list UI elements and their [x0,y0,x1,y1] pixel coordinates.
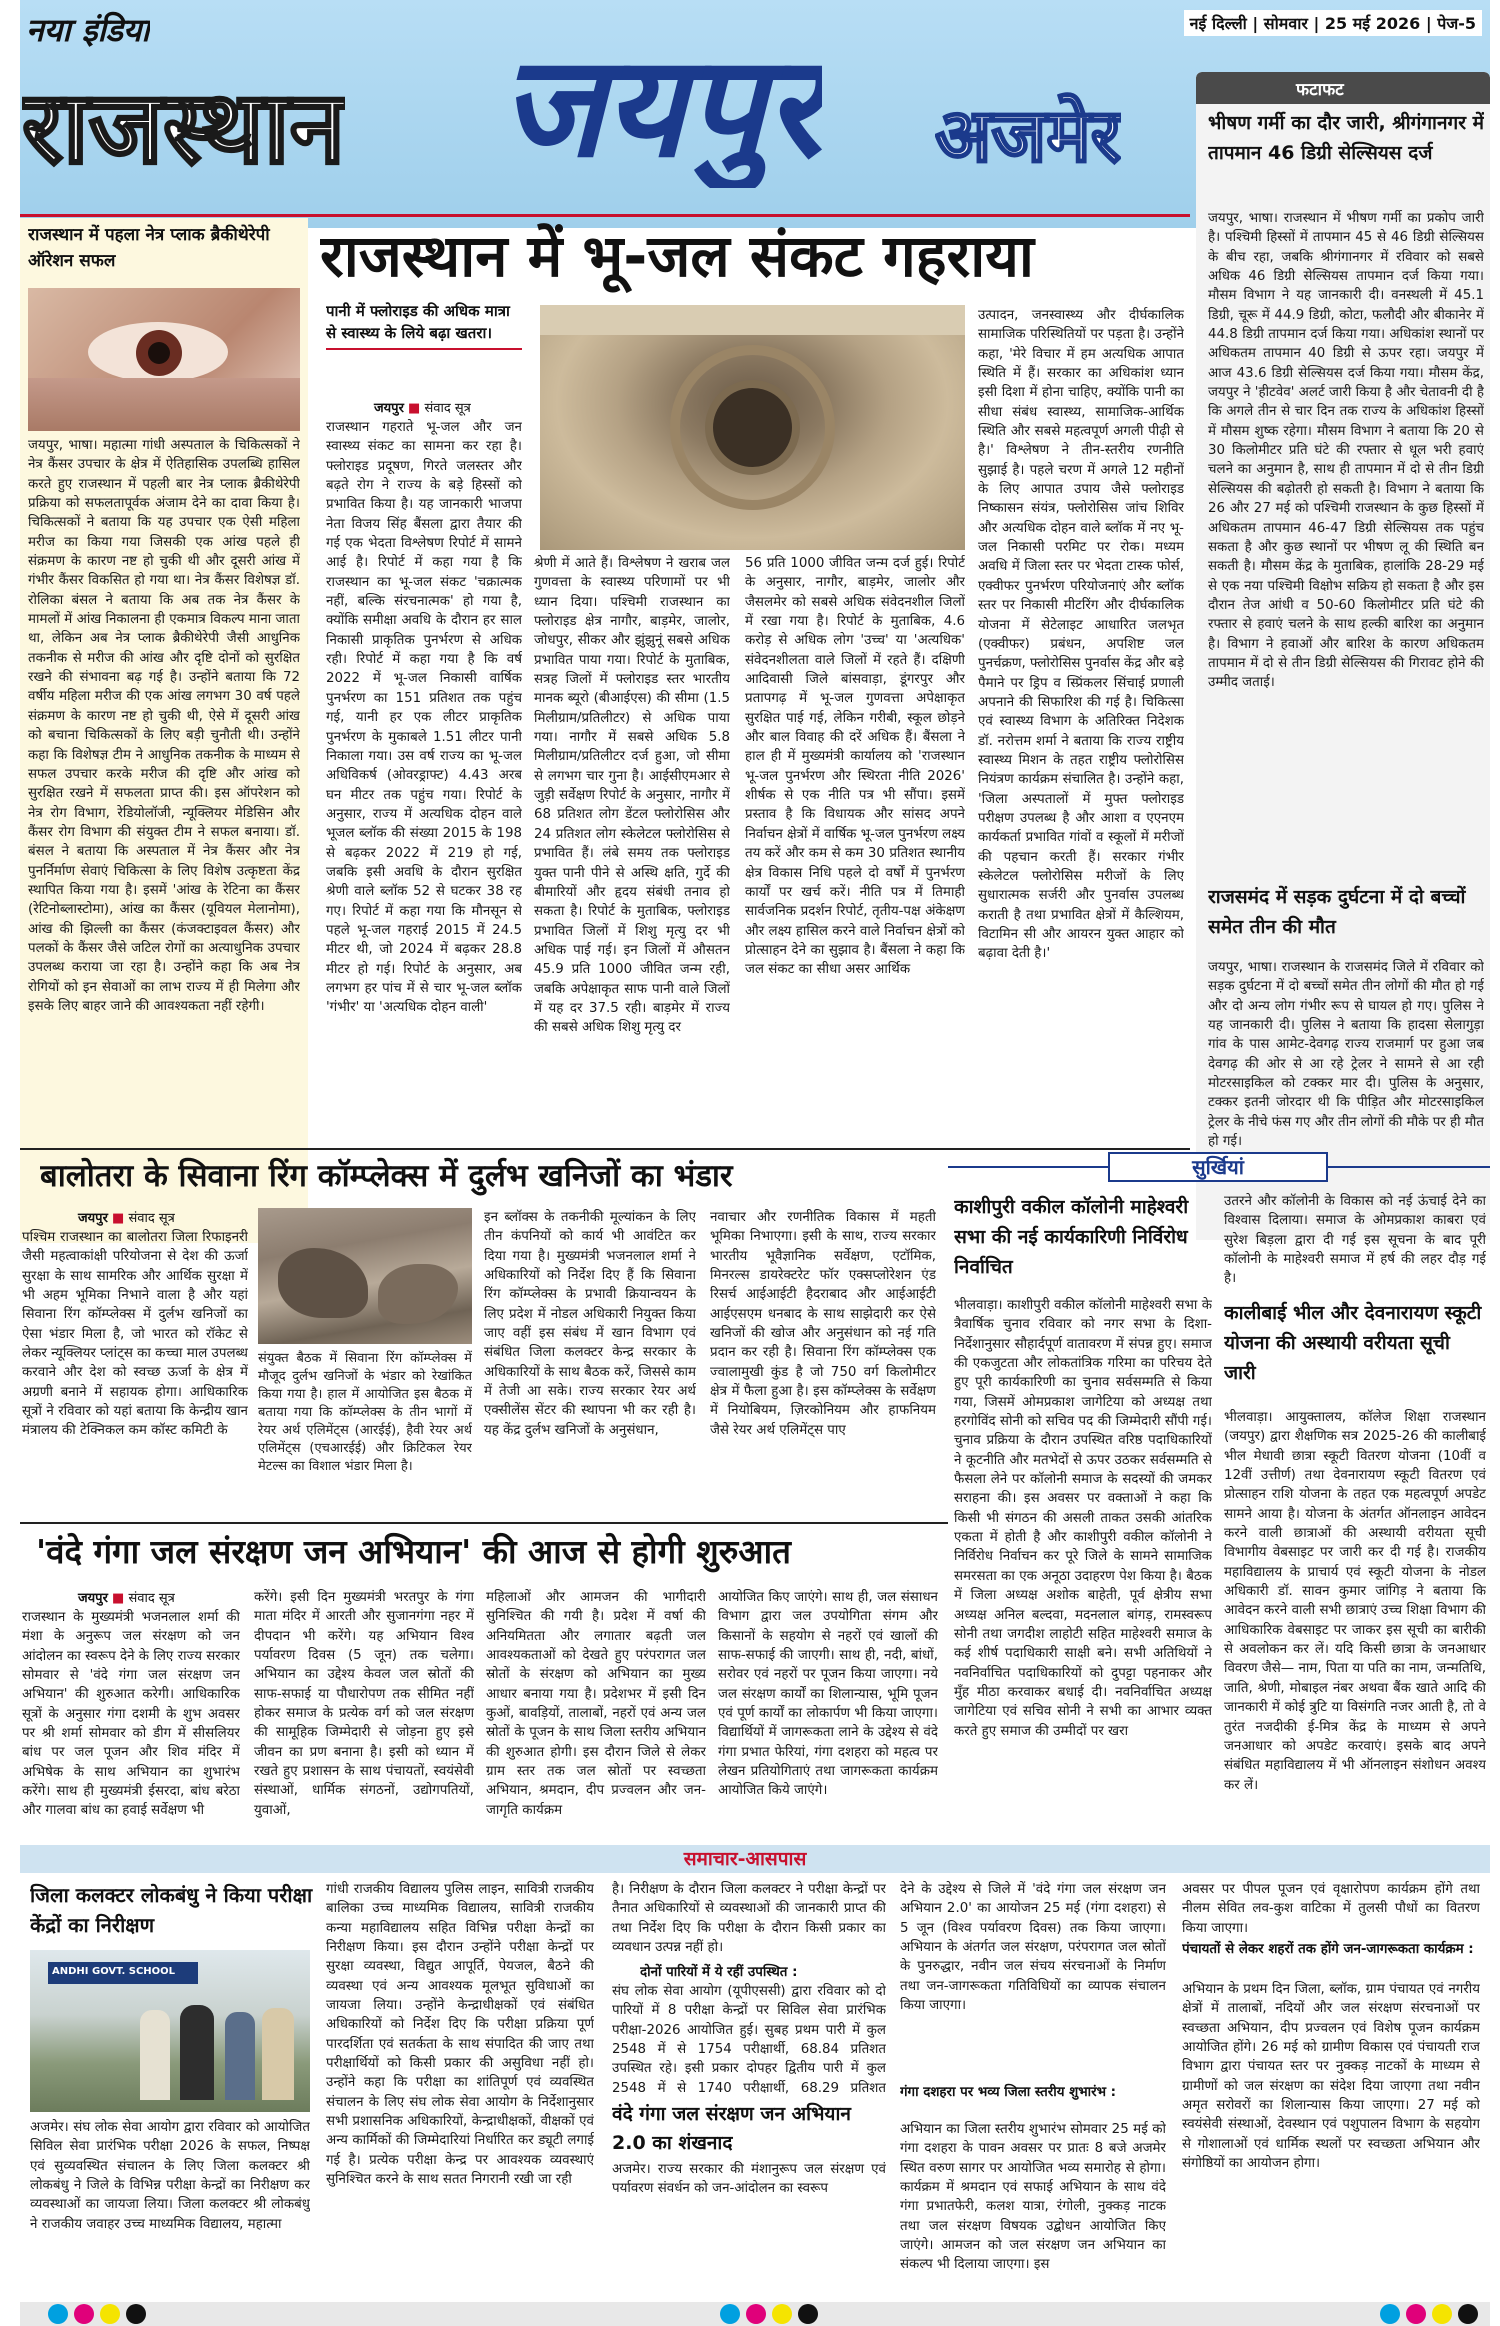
ganga-col2: करेंगे। इसी दिन मुख्यमंत्री भरतपुर के गंगा माता मंदिर में आरती और सुजानगंगा नहर में दीपदान भी करेंगे। यह अभियान विश्व पर्यावरण दिवस (5 जून) तक चलेगा। अभियान का उद्देश्य केवल जल स्रोतों की साफ-सफाई या पौधारोपण तक सीमित नहीं होकर समाज के प्रत्येक वर्ग को जल संरक्षण की सामूहिक जिम्मेदारी से जोड़ना हुए इसे जीवन का प्रण बनाना है। इसी को ध्यान में रखते हुए प्रशासन के साथ पंचायतों, स्वयंसेवी संस्थाओं, धार्मिक संगठनों, उद्योगपतियों, युवाओं, [254,1590,474,1818]
rule-1 [20,1148,1190,1150]
lead-headline: राजस्थान में भू-जल संकट गहराया [320,222,1034,290]
siwana-caption: संयुक्त बैठक में सिवाना रिंग कॉम्प्लेक्स में मौजूद दुर्लभ खनिजों के भंडार को रेखांकित किया गया है। हाल में आयोजित इस बैठक में बताया गया कि कॉम्प्लेक्स के तीन भागों में रेयर अर्थ एलिमेंट्स (आरईई), हैवी रेयर अर्थ एलिमेंट्स (एचआरईई) और क्रिटिकल रेयर मेटल्स का विशाल भंडार मिला है। [258,1351,472,1474]
ganga-headline: 'वंदे गंगा जल संरक्षण जन अभियान' की आज से होगी शुरुआत [36,1532,791,1571]
kashi-cont: उतरने और कॉलोनी के विकास को नई ऊंचाई देने का विश्वास दिलाया। समाज के ओमप्रकाश काबरा एवं सुरेश बिड़ला द्वारा दी गई इस सूचना के बाद पूरी कॉलोनी के माहेश्वरी समाज में हर्ष की लहर दौड़ गई है। [1224,1194,1486,1287]
vande-body4: अवसर पर पीपल पूजन एवं वृक्षारोपण कार्यक्रम होंगे तथा नीलम सेवित लव-कुश वाटिका में तुलसी पौधों का वितरण किया जाएगा। [1182,1882,1480,1936]
ganga-col4: आयोजित किए जाएंगे। साथ ही, जल संसाधन विभाग द्वारा जल उपयोगिता संगम और किसानों के सहयोग से नहरों एवं खालों की साफ-सफाई की जाएगी। साथ ही, नदी, बांधों, सरोवर एवं नहरों पर पूजन किया जाएगा। नये जल संरक्षण कार्यों का शिलान्यास, भूमि पूजन एवं पूर्ण कार्यों का लोकार्पण भी किया जाएगा। विद्यार्थियों में जागरूकता लाने के उद्देश्य से वंदे गंगा प्रभात फेरियां, गंगा दशहरा को महत्व पर लेखन प्रतियोगिताएं तथा जागरूकता कार्यक्रम आयोजित किये जाएंगे। [718,1590,938,1799]
dateline: नई दिल्ली | सोमवार | 25 मई 2026 | पेज-5 [1184,10,1482,36]
vande-body2: देने के उद्देश्य से जिले में 'वंदे गंगा जल संरक्षण जन अभियान 2.0' का आयोजन 25 मई (गंगा दशहरा) से 5 जून (विश्व पर्यावरण दिवस) तक किया जाएगा। अभियान के अंतर्गत जल संरक्षण, परंपरागत जल स्रोतों के पुनरुद्धार, नवीन जल संचय संरचनाओं के निर्माण तथा जन-जागरूकता गतिविधियों का व्यापक संचालन किया जाएगा। [900,1882,1166,2014]
surkhiyan-box [948,1152,1490,1842]
vande-subhead: गंगा दशहरा पर भव्य जिला स्तरीय शुभारंभ : [900,2085,1117,2100]
exam-subhead: दोनों पारियों में ये रहीं उपस्थित : [640,1965,798,1980]
fatafat-headline: भीषण गर्मी का दौर जारी, श्रीगंगानगर में तापमान 46 डिग्री सेल्सियस दर्ज [1208,112,1484,164]
reg-dot-magenta [1406,2304,1426,2324]
ganga-byline-place: जयपुर [78,1591,108,1606]
reg-dot-yellow [1432,2304,1452,2324]
lead-col4: उत्पादन, जनस्वास्थ्य और दीर्घकालिक सामाजिक परिस्थितियों पर पड़ता है। उन्होंने कहा, 'मेरे विचार में हम अत्यधिक आपात स्थिति में हैं। सरकार का अधिकांश ध्यान इसी दिशा में होना चाहिए, क्योंकि पानी का सीधा संबंध स्वास्थ्य, सामाजिक-आर्थिक स्थिति और सबसे महत्वपूर्ण अगली पीढ़ी से है।' विश्लेषण ने तीन-स्तरीय रणनीति सुझाई है। पहले चरण में अगले 12 महीनों के लिए आपात उपाय जैसे फ्लोराइड निष्कासन संयंत्र, फ्लोरोसिस जांच शिविर और अत्यधिक दोहन वाले ब्लॉक में नए भू-जल निकासी परमिट पर रोक। मध्यम अवधि में जिला स्तर पर भेदता टास्क फोर्स, एक्वीफर पुनर्भरण परियोजनाएं और ब्लॉक स्तर पर निकासी मीटरिंग और दीर्घकालिक योजना में सेटेलाइट आधारित जलभृत (एक्वीफर) प्रबंधन, अपशिष्ट जल पुनर्चक्रण, फ्लोरोसिस पुनर्वास केंद्र और बड़े पैमाने पर ड्रिप व स्प्रिंकलर सिंचाई प्रणाली अपनाने की सिफारिश की गई है। चिकित्सा एवं स्वास्थ्य विभाग के अतिरिक्त निदेशक डॉ. नरोत्तम शर्मा ने बताया कि राज्य राष्ट्रीय स्वास्थ्य मिशन के तहत राष्ट्रीय फ्लोरोसिस नियंत्रण कार्यक्रम संचालित है। उन्होंने कहा, 'जिला अस्पतालों में मुफ्त फ्लोराइड परीक्षण उपलब्ध है और आशा व एएनएम कार्यकर्ता प्रभावित गांवों व स्कूलों में मरीजों की पहचान करती हैं। सरकार गंभीर स्केलेटल फ्लोरोसिस मरीजों के लिए सुधारात्मक सर्जरी और पुनर्वास उपलब्ध कराती है तथा प्रभावित क्षेत्रों में कैल्शियम, विटामिन सी और आयरन युक्त आहार को बढ़ावा देती है।' [978,308,1184,962]
reg-dot-cyan [1380,2304,1400,2324]
surkhiyan-rule-r [1328,1166,1490,1168]
reg-dot-black [798,2304,818,2324]
ganga-col3: महिलाओं और आमजन की भागीदारी सुनिश्चित की गयी है। प्रदेश में वर्षा की अनियमितता और लगातार बढ़ती जल आवश्यकताओं को देखते हुए परंपरागत जल स्रोतों के संरक्षण को अभियान का मुख्य आधार बनाया गया है। प्रदेशभर में इसी दिन कुओं, बावड़ियों, तालाबों, नहरों एवं अन्य जल स्रोतों के पूजन के साथ जिला स्तरीय अभियान की शुरुआत होगी। इस दौरान जिले से लेकर ग्राम स्तर तक जल स्रोतों पर स्वच्छता अभियान, श्रमदान, दीप प्रज्वलन और जन-जागृति कार्यक्रम [486,1590,706,1818]
aaspas-label: समाचार-आसपास [683,1848,807,1870]
ganga-agency: संवाद सूत्र [128,1591,175,1606]
lead-deck: पानी में फ्लोराइड की अधिक मात्रा से स्वास्थ्य के लिये बढ़ा खतरा। [326,300,522,350]
eye-story [20,218,308,1243]
kashi-headline: काशीपुरी वकील कॉलोनी माहेश्वरी सभा की नई कार्यकारिणी निर्विरोध निर्वाचित [954,1196,1189,1278]
city-title: जयपुर [500,28,822,188]
city-subtitle: अजमेर [935,93,1121,179]
fatafat-body: जयपुर, भाषा। राजस्थान में भीषण गर्मी का प्रकोप जारी है। पश्चिमी हिस्सों में तापमान 45 से 46 डिग्री सेल्सियस के बीच रहा, जबकि श्रीगंगानगर में रविवार को सबसे अधिक 46 डिग्री सेल्सियस तापमान दर्ज किया गया। मौसम विभाग ने यह जानकारी दी। वनस्थली में 45.1 डिग्री, चूरू में 44.9 डिग्री, कोटा, फलौदी और बीकानेर में 44.8 डिग्री तापमान दर्ज किया गया। अधिकांश स्थानों पर अधिकतम तापमान 40 डिग्री से ऊपर रहा। जयपुर में आज 43.6 डिग्री सेल्सियस दर्ज किया गया। मौसम केंद्र, जयपुर ने 'हीटवेव' अलर्ट जारी किया है और चेतावनी दी है कि अगले तीन से चार दिन तक राज्य के अधिकांश हिस्सों में मौसम शुष्क रहेगा। मौसम विभाग ने बताया कि 20 से 30 किलोमीटर प्रति घंटे की रफ्तार से धूल भरी हवाएं चलने का अनुमान है, साथ ही तापमान में दो से तीन डिग्री सेल्सियस की बढ़ोतरी हो सकती है। विभाग ने बताया कि 26 और 27 मई को पश्चिमी राजस्थान के कुछ हिस्सों में अधिकतम तापमान 46-47 डिग्री सेल्सियस तक पहुंच सकता है और कुछ स्थानों पर भीषण लू की स्थिति बन सकती है। मौसम केंद्र के मुताबिक, हालांकि 28-29 मई से एक नया पश्चिमी विक्षोभ सक्रिय हो सकता है और इस दौरान तेज आंधी व 50-60 किलोमीटर प्रति घंटे की रफ्तार से हवाएं चलने के साथ हल्की बारिश का अनुमान है। विभाग ने हवाओं और बारिश के कारण अधिकतम तापमान में दो से तीन डिग्री सेल्सियस की गिरावट होने की उम्मीद जताई। [1208,211,1484,691]
vande-body3: अभियान का जिला स्तरीय शुभारंभ सोमवार 25 मई को गंगा दशहरा के पावन अवसर पर प्रातः 8 बजे अजमेर स्थित वरुण सागर पर आयोजित भव्य समारोह से होगा। कार्यक्रम में श्रमदान एवं सफाई अभियान के साथ वंदे गंगा प्रभातफेरी, कलश यात्रा, रंगोली, नुक्कड़ नाटक तथा जल संरक्षण विषयक उद्बोधन आयोजित किए जाएंगे। आमजन को जल संरक्षण जन अभियान का संकल्प भी दिलाया जाएगा। इस [900,2122,1166,2273]
byline-marker: ■ [112,1591,125,1606]
reg-dot-cyan [720,2304,740,2324]
reg-dot-yellow [772,2304,792,2324]
lead-col3: 56 प्रति 1000 जीवित जन्म दर्ज हुई। रिपोर्ट के अनुसार, नागौर, बाड़मेर, जालोर और जैसलमेर को सबसे अधिक संवेदनशील जिलों में रखा गया है। रिपोर्ट के मुताबिक, 4.6 करोड़ से अधिक लोग 'उच्च' या 'अत्यधिक' संवेदनशीलता वाले जिलों में रहते हैं। दक्षिणी आदिवासी जिले बांसवाड़ा, डूंगरपुर और प्रतापगढ़ में भू-जल गुणवत्ता अपेक्षाकृत सुरक्षित पाई गई, लेकिन गरीबी, स्कूल छोड़ने और बाल विवाह की दरें अधिक हैं। बैंसला ने हाल ही में मुख्यमंत्री कार्यालय को 'राजस्थान भू-जल पुनर्भरण और स्थिरता नीति 2026' शीर्षक से एक नीति पत्र भी सौंपा। इसमें प्रस्ताव है कि विधायक और सांसद अपने निर्वाचन क्षेत्रों में वार्षिक भू-जल पुनर्भरण लक्ष्य तय करें और कम से कम 30 प्रतिशत स्थानीय क्षेत्र विकास निधि पहले दो वर्षों में पुनर्भरण कार्यों पर खर्च करें। नीति पत्र में तिमाही सार्वजनिक प्रदर्शन रिपोर्ट, तृतीय-पक्ष अंकेक्षण और लक्ष्य हासिल करने वाले निर्वाचन क्षेत्रों को प्रोत्साहन देने का सुझाव है। बैंसला ने कहा कि जल संकट का सीधा असर आर्थिक [745,556,965,978]
fatafat-label: फटाफट [1196,72,1490,104]
byline-marker: ■ [408,401,421,416]
byline-marker: ■ [112,1211,125,1226]
reg-dot-yellow [100,2304,120,2324]
eye-photo [28,288,300,431]
exam-body2: गांधी राजकीय विद्यालय पुलिस लाइन, सावित्री राजकीय बालिका उच्च माध्यमिक विद्यालय, सावित्री राजकीय कन्या महाविद्यालय सहित विभिन्न परीक्षा केन्द्रों का निरीक्षण किया। इस दौरान उन्होंने परीक्षा केन्द्रों पर सुरक्षा व्यवस्था, विद्युत आपूर्ति, पेयजल, बैठने की व्यवस्था एवं अन्य आवश्यक मूलभूत सुविधाओं का जायजा लिया। उन्होंने केन्द्राधीक्षकों एवं संबंधित अधिकारियों को निर्देश दिए कि परीक्षा प्रक्रिया पूर्ण पारदर्शिता एवं सतर्कता के साथ संपादित की जाए तथा परीक्षार्थियों को किसी प्रकार की असुविधा नहीं हो। उन्होंने कहा कि परीक्षा का शांतिपूर्ण एवं व्यवस्थित संचालन के लिए संघ लोक सेवा आयोग के निर्देशानुसार सभी प्रशासनिक अधिकारियों, केन्द्राधीक्षकों, वीक्षकों एवं अन्य कार्मिकों की जिम्मेदारियां निर्धारित कर ड्यूटी लगाई गई है। प्रत्येक परीक्षा केन्द्र पर आवश्यक व्यवस्थाएं सुनिश्चित करने के साथ सतत निगरानी रखी जा रही [326,1882,594,2188]
exam-headline: जिला कलक्टर लोकबंधु ने किया परीक्षा केंद्रों का निरीक्षण [30,1883,313,1937]
siwana-agency: संवाद सूत्र [128,1211,175,1226]
siwana-col4: नवाचार और रणनीतिक विकास में महती भूमिका निभाएगा। इसी के साथ, राज्य सरकार भारतीय भूवैज्ञानिक सर्वेक्षण, एटॉमिक, मिनरल्स डायरेक्टरेट फॉर एक्सप्लोरेशन एंड रिसर्च आईआईटी हैदराबाद और आईआईटी आईएसएम धनबाद के साथ साझेदारी कर ऐसे खनिजों की खोज और अनुसंधान को नई गति प्रदान कर रही है। सिवाना रिंग कॉम्प्लेक्स एक ज्वालामुखी कुंड है जो 750 वर्ग किलोमीटर क्षेत्र में फैला हुआ है। इस कॉम्प्लेक्स के सर्वेक्षण में नियोबियम, ज़िरकोनियम और हाफनियम जैसे रेयर अर्थ एलिमेंट्स पाए [710,1210,936,1438]
rule-2 [20,1522,948,1524]
kashi-body: भीलवाड़ा। काशीपुरी वकील कॉलोनी माहेश्वरी सभा के त्रैवार्षिक चुनाव रविवार को नगर सभा के दिशा-निर्देशानुसार सौहार्दपूर्ण वातावरण में संपन्न हुए। समाज की एकजुटता और लोकतांत्रिक गरिमा का परिचय देते हुए पूरी कार्यकारिणी का चुनाव सर्वसम्मति से किया गया, जिसमें ओमप्रकाश जागेटिया को अध्यक्ष तथा हरगोविंद सोनी को सचिव पद की जिम्मेदारी सौंपी गई। चुनाव प्रक्रिया के दौरान उपस्थित वरिष्ठ पदाधिकारियों ने कूटनीति और मतभेदों से ऊपर उठकर सर्वसम्मति से फैसला लेने पर कॉलोनी समाज के सदस्यों की जमकर सराहना की। इस अवसर पर वक्ताओं ने कहा कि किसी भी संगठन की असली ताकत उसकी आंतरिक एकता में होती है और काशीपुरी वकील कॉलोनी ने निर्विरोध निर्वाचन कर पूरे जिले के सामने सामाजिक समरसता का एक अनूठा उदाहरण पेश किया है। बैठक में जिला अध्यक्ष अशोक बाहेती, पूर्व क्षेत्रीय सभा अध्यक्ष अनिल बल्दवा, मदनलाल बांगड़, रामस्वरूप सोनी तथा जगदीश लाहोटी सहित माहेश्वरी समाज के कई शीर्ष पदाधिकारी साक्षी बने। सभी अतिथियों ने नवनिर्वाचित पदाधिकारियों को दुपट्टा पहनाकर और मुँह मीठा करवाकर बधाई दी। नवनिर्वाचित अध्यक्ष जागेटिया एवं सचिव सोनी ने सभी का आभार व्यक्त करते हुए समाज की उम्मीदों पर खरा [954,1298,1212,1739]
reg-dot-magenta [746,2304,766,2324]
lead-agency: संवाद सूत्र [424,401,471,416]
footer-strip [20,2302,1490,2326]
siwana-byline [22,1208,248,1226]
lead-col1: राजस्थान गहराते भू-जल और जन स्वास्थ्य संकट का सामना कर रहा है। फ्लोराइड प्रदूषण, गिरते जलस्तर और बढ़ते रोग ने राज्य के बड़े हिस्सों को प्रभावित किया है। यह जानकारी भाजपा नेता विजय सिंह बैंसला द्वारा तैयार की गई एक भेदता विश्लेषण रिपोर्ट में सामने आई है। रिपोर्ट में कहा गया है कि राजस्थान का भू-जल संकट 'चक्रात्मक नहीं, बल्कि संरचनात्मक' हो गया है, क्योंकि समीक्षा अवधि के दौरान हर साल निकासी प्राकृतिक पुनर्भरण से अधिक रही। रिपोर्ट में कहा गया है कि वर्ष 2022 में भू-जल निकासी वार्षिक पुनर्भरण का 151 प्रतिशत तक पहुंच गई, यानी हर एक लीटर प्राकृतिक पुनर्भरण के मुकाबले 1.51 लीटर पानी निकाला गया। उस वर्ष राज्य का भू-जल अधिविकर्ष (ओवरड्राफ्ट) 4.43 अरब घन मीटर तक पहुंच गया। रिपोर्ट के अनुसार, राज्य में अत्यधिक दोहन वाले भूजल ब्लॉक की संख्या 2015 के 198 से बढ़कर 2022 में 219 हो गई, जबकि इसी अवधि के दौरान सुरक्षित श्रेणी वाले ब्लॉक 52 से घटकर 38 रह गए। रिपोर्ट में कहा गया कि मौनसून से पहले भू-जल गहराई 2015 में 24.5 मीटर थी, जो 2024 में बढ़कर 28.8 मीटर हो गई। रिपोर्ट के अनुसार, अब लगभग हर पांच में से चार भू-जल ब्लॉक 'गंभीर' या 'अत्यधिक दोहन वाली' [326,420,522,1016]
surkhiyan-label: सुर्खियां [1108,1152,1328,1182]
reg-dot-magenta [74,2304,94,2324]
ganga-byline [22,1588,242,1606]
section-name: राजस्थान [22,69,346,186]
exam-body1: अजमेर। संघ लोक सेवा आयोग द्वारा रविवार को आयोजित सिविल सेवा प्रारंभिक परीक्षा 2026 के सफल, निष्पक्ष एवं सुव्यवस्थित संचालन के लिए जिला कलक्टर श्री लोकबंधु ने जिले के विभिन्न परीक्षा केन्द्रों का निरीक्षण कर व्यवस्थाओं का जायजा लिया। जिला कलक्टर श्री लोकबंधु ने राजकीय जवाहर उच्च माध्यमिक विद्यालय, महात्मा [30,2120,310,2232]
siwana-col1: पश्चिम राजस्थान का बालोतरा जिला रिफाइनरी जैसी महत्वाकांक्षी परियोजना से देश की ऊर्जा सुरक्षा के साथ सामरिक और आर्थिक सुरक्षा में भी अहम भूमिका निभाने वाला है और यहां सिवाना रिंग कॉम्प्लेक्स में दुर्लभ खनिजों का ऐसा भंडार मिला है, जो भारत को रॉकेट से लेकर न्यूक्लियर प्लांट्स का कच्चा माल उपलब्ध करवाने और देश को स्वच्छ ऊर्जा के क्षेत्र में अग्रणी बनाने में सहायक होगा। आधिकारिक सूत्रों ने रविवार को यहां बताया कि केन्द्रीय खान मंत्रालय की टेक्निकल कम कॉस्ट कमिटी के [22,1230,248,1439]
school-sign: ANDHI GOVT. SCHOOL [48,1962,198,1984]
kali-headline: कालीबाई भील और देवनारायण स्कूटी योजना की अस्थायी वरीयता सूची जारी [1224,1302,1482,1384]
fatafat-box [1196,72,1490,1240]
reg-dot-cyan [48,2304,68,2324]
lead-col2: श्रेणी में आते हैं। विश्लेषण ने खराब जल गुणवत्ता के स्वास्थ्य परिणामों पर भी ध्यान दिया। पश्चिमी राजस्थान का फ्लोराइड क्षेत्र नागौर, बाड़मेर, जालोर, जोधपुर, सीकर और झुंझुनूं सबसे अधिक प्रभावित पाया गया। रिपोर्ट के मुताबिक, सत्रह जिलों में फ्लोराइड स्तर भारतीय मानक ब्यूरो (बीआईएस) की सीमा (1.5 मिलीग्राम/प्रतिलीटर) से अधिक पाया गया। नागौर में सबसे अधिक 5.8 मिलीग्राम/प्रतिलीटर दर्ज हुआ, जो सीमा से लगभग चार गुना है। आईसीएमआर से जुड़ी सर्वेक्षण रिपोर्ट के अनुसार, नागौर में 68 प्रतिशत लोग डेंटल फ्लोरोसिस और 24 प्रतिशत लोग स्केलेटल फ्लोरोसिस से प्रभावित हैं। लंबे समय तक फ्लोराइड युक्त पानी पीने से अस्थि क्षति, गुर्दे की बीमारियों और हृदय संबंधी तनाव हो सकता है। रिपोर्ट के मुताबिक, फ्लोराइड प्रभावित जिलों में शिशु मृत्यु दर भी अधिक पाई गई। इन जिलों में औसतन 45.9 प्रति 1000 जीवित जन्म रही, जबकि अपेक्षाकृत साफ पानी वाले जिलों में यह दर 37.5 रही। बाड़मेर में राज्य की सबसे अधिक शिशु मृत्यु दर [534,556,730,1036]
ganga-col1: राजस्थान के मुख्यमंत्री भजनलाल शर्मा की मंशा के अनुरूप जल संरक्षण को जन आंदोलन का स्वरूप देने के लिए राज्य सरकार सोमवार से 'वंदे गंगा जल संरक्षण जन अभियान' की शुरुआत करेगी। आधिकारिक सूत्रों के अनुसार गंगा दशमी के शुभ अवसर पर श्री शर्मा सोमवार को डीग में सीसलियर बांध पर जल पूजन और शिव मंदिर में अभिषेक के साथ अभियान का शुभारंभ करेंगे। साथ ही मुख्यमंत्री ईसरदा, बांध बरेठा और गालवा बांध का हवाई सर्वेक्षण भी [22,1610,240,1819]
lead-byline-place: जयपुर [374,401,404,416]
reg-dot-black [126,2304,146,2324]
vande-body5: अभियान के प्रथम दिन जिला, ब्लॉक, ग्राम पंचायत एवं नगरीय क्षेत्रों में तालाबों, नदियों और जल संरक्षण संरचनाओं पर स्वच्छता अभियान, दीप प्रज्वलन एवं विशेष पूजन कार्यक्रम आयोजित होंगे। 26 मई को ग्रामीण विकास एवं पंचायती राज विभाग द्वारा पंचायत स्तर पर नुक्कड़ नाटकों के माध्यम से ग्रामीणों को जल संरक्षण का संदेश दिया जाएगा तथा नवीन अमृत सरोवरों का शिलान्यास किया जाएगा। 27 मई को स्वयंसेवी संस्थाओं, देवस्थान एवं पशुपालन विभाग के सहयोग से गोशालाओं एवं धार्मिक स्थलों पर स्वच्छता अभियान और संगोष्ठियों का आयोजन होगा। [1182,1982,1480,2172]
eye-body: जयपुर, भाषा। महात्मा गांधी अस्पताल के चिकित्सकों ने नेत्र कैंसर उपचार के क्षेत्र में ऐतिहासिक उपलब्धि हासिल करते हुए राजस्थान में पहली बार नेत्र प्लाक ब्रैकीथेरेपी प्रक्रिया को सफलतापूर्वक अंजाम देने का दावा किया है। चिकित्सकों ने बताया कि यह उपचार एक ऐसी महिला मरीज का किया गया जिसकी एक आंख पहले ही संक्रमण के कारण नष्ट हो चुकी थी और दूसरी आंख में गंभीर कैंसर विकसित हो गया था। नेत्र कैंसर विशेषज्ञ डॉ. रोलिका बंसल ने बताया कि अब तक नेत्र कैंसर के मामलों में आंख निकालना ही एकमात्र विकल्प माना जाता था, लेकिन अब नेत्र प्लाक ब्रैकीथेरेपी जैसी आधुनिक तकनीक से मरीज की आंख और दृष्टि दोनों को सुरक्षित रखने की संभावना बढ़ गई है। उन्होंने बताया कि 72 वर्षीय महिला मरीज की एक आंख लगभग 30 वर्ष पहले संक्रमण के कारण नष्ट हो चुकी थी, ऐसे में दूसरी आंख को बचाना चिकित्सकों के लिए बड़ी चुनौती थी। उन्होंने कहा कि विशेषज्ञ टीम ने आधुनिक तकनीक के माध्यम से सफल उपचार करके मरीज की दृष्टि और आंख को सुरक्षित रखने में सफलता प्राप्त की। इस ऑपरेशन को नेत्र रोग विभाग, रेडियोलॉजी, न्यूक्लियर मेडिसिन और कैंसर रोग विभाग की संयुक्त टीम ने सफल बनाया। डॉ. बंसल ने बताया कि अस्पताल में नेत्र कैंसर और नेत्र पुनर्निर्माण सेवाएं चिकित्सा के लिए विशेष उत्कृष्टता केंद्र स्थापित किया गया है। इसमें 'आंख के रेटिना का कैंसर (रेटिनोब्लास्टोमा), आंख का कैंसर (यूवियल मेलानोमा), आंख की झिल्ली का कैंसर (कंजक्टाइवल कैंसर) और पलकों के कैंसर जैसे जटिल रोगों का अत्याधुनिक उपचार उपलब्ध कराया जा रहा है। उन्होंने कहा कि अब नेत्र रोगियों को इन सेवाओं का लाभ राज्य में ही मिलेगा और इसके लिए बाहर जाने की आवश्यकता नहीं रहेगी। [28,438,300,1014]
siwana-col3: इन ब्लॉक्स के तकनीकी मूल्यांकन के लिए तीन कंपनियों को कार्य भी आवंटित कर दिया गया है। मुख्यमंत्री भजनलाल शर्मा ने अधिकारियों को निर्देश दिए हैं कि सिवाना रिंग कॉम्प्लेक्स के प्रभावी क्रियान्वयन के लिए प्रदेश में नोडल अधिकारी नियुक्त किया जाए वहीं इस संबंध में खान विभाग एवं संबंधित जिला कलक्टर केन्द्र सरकार के अधिकारियों के साथ बैठक करें, जिससे काम में तेजी आ सके। राज्य सरकार रेयर अर्थ एक्सीलेंस सेंटर की स्थापना भी कर रही है। यह केंद्र दुर्लभ खनिजों के अनुसंधान, [484,1210,696,1438]
vande-body1: अजमेर। राज्य सरकार की मंशानुरूप जल संरक्षण एवं पर्यावरण संवर्धन को जन-आंदोलन का स्वरूप [612,2162,886,2197]
siwana-headline: बालोतरा के सिवाना रिंग कॉम्प्लेक्स में दुर्लभ खनिजों का भंडार [40,1158,733,1194]
stepwell-photo [540,305,965,550]
reg-dot-black [1458,2304,1478,2324]
surkhiyan-rule [948,1166,1108,1168]
siwana-byline-place: जयपुर [78,1211,108,1226]
rajsamand-body: जयपुर, भाषा। राजस्थान के राजसमंद जिले में रविवार को सड़क दुर्घटना में दो बच्चों समेत तीन लोगों की मौत हो गई और दो अन्य लोग गंभीर रूप से घायल हो गए। पुलिस ने यह जानकारी दी। पुलिस ने बताया कि हादसा सेलागुड़ा गांव के पास आमेट-देवगढ़ राज्य राजमार्ग पर हुआ जब देवगढ़ की ओर से आ रहे ट्रेलर ने सामने से आ रही मोटरसाइकिल को टक्कर मार दी। पुलिस के अनुसार, टक्कर इतनी जोरदार थी कि पीड़ित और मोटरसाइकिल ट्रेलर के नीचे फंस गए और तीन लोगों की मौके पर ही मौत हो गई। [1208,960,1484,1150]
siwana-photo [258,1208,472,1344]
paper-name: नया इंडिया [26,11,150,49]
kali-body: भीलवाड़ा। आयुक्तालय, कॉलेज शिक्षा राजस्थान (जयपुर) द्वारा शैक्षणिक सत्र 2025-26 की कालीबाई भील मेधावी छात्रा स्कूटी वितरण योजना (10वीं व 12वीं उत्तीर्ण) तथा देवनारायण स्कूटी वितरण एवं प्रोत्साहन राशि योजना के तहत एक महत्वपूर्ण अपडेट सामने आया है। योजना के अंतर्गत ऑनलाइन आवेदन करने वाली छात्राओं की अस्थायी वरीयता सूची विभागीय वेबसाइट पर जारी कर दी गई है। राजकीय महाविद्यालय के प्राचार्य एवं स्कूटी योजना के नोडल अधिकारी डॉ. सावन कुमार जांगिड़ ने बताया कि आवेदन करने वाली सभी छात्राएं उच्च शिक्षा विभाग की आधिकारिक वेबसाइट पर जाकर इस सूची का बारीकी से अवलोकन कर लें। यदि किसी छात्रा के जनआधार विवरण जैसे— नाम, पिता या पति का नाम, जन्मतिथि, जाति, श्रेणी, मोबाइल नंबर अथवा बैंक खाते आदि की जानकारी में कोई त्रुटि या विसंगति नजर आती है, तो वे तुरंत नजदीकी ई-मित्र केंद्र के माध्यम से अपने जनआधार को अपडेट करवाएं। इसके बाद अपने संबंधित महाविद्यालय में भी ऑनलाइन संशोधन अवश्य कर लें। [1224,1410,1486,1793]
vande-subhead2: पंचायतों से लेकर शहरों तक होंगे जन-जागरूकता कार्यक्रम : [1182,1942,1474,1957]
exam-photo [30,1950,310,2112]
eye-headline: राजस्थान में पहला नेत्र प्लाक ब्रैकीथेरेपी ऑरेशन सफल [28,225,270,271]
vande-headline: वंदे गंगा जल संरक्षण जन अभियान 2.0 का शंखनाद [612,2103,851,2154]
exam-body4: संघ लोक सेवा आयोग (यूपीएससी) द्वारा रविवार को दो पारियों में 8 परीक्षा केन्द्रों पर सिविल सेवा प्रारंभिक परीक्षा-2026 आयोजित हुई। सुबह प्रथम पारी में कुल 2548 में से 1754 परीक्षार्थी, 68.84 प्रतिशत उपस्थित रहे। इसी प्रकार दोपहर द्वितीय पारी में कुल 2548 में से 1740 परीक्षार्थी, 68.29 प्रतिशत [612,1984,886,2096]
rajsamand-headline: राजसमंद में सड़क दुर्घटना में दो बच्चों समेत तीन की मौत [1208,886,1466,938]
exam-body3: है। निरीक्षण के दौरान जिला कलक्टर ने परीक्षा केन्द्रों पर तैनात अधिकारियों से व्यवस्थाओं की जानकारी प्राप्त की तथा निर्देश दिए कि परीक्षा के दौरान किसी प्रकार का व्यवधान उत्पन्न नहीं हो। [612,1882,886,1956]
lead-byline [326,398,522,416]
